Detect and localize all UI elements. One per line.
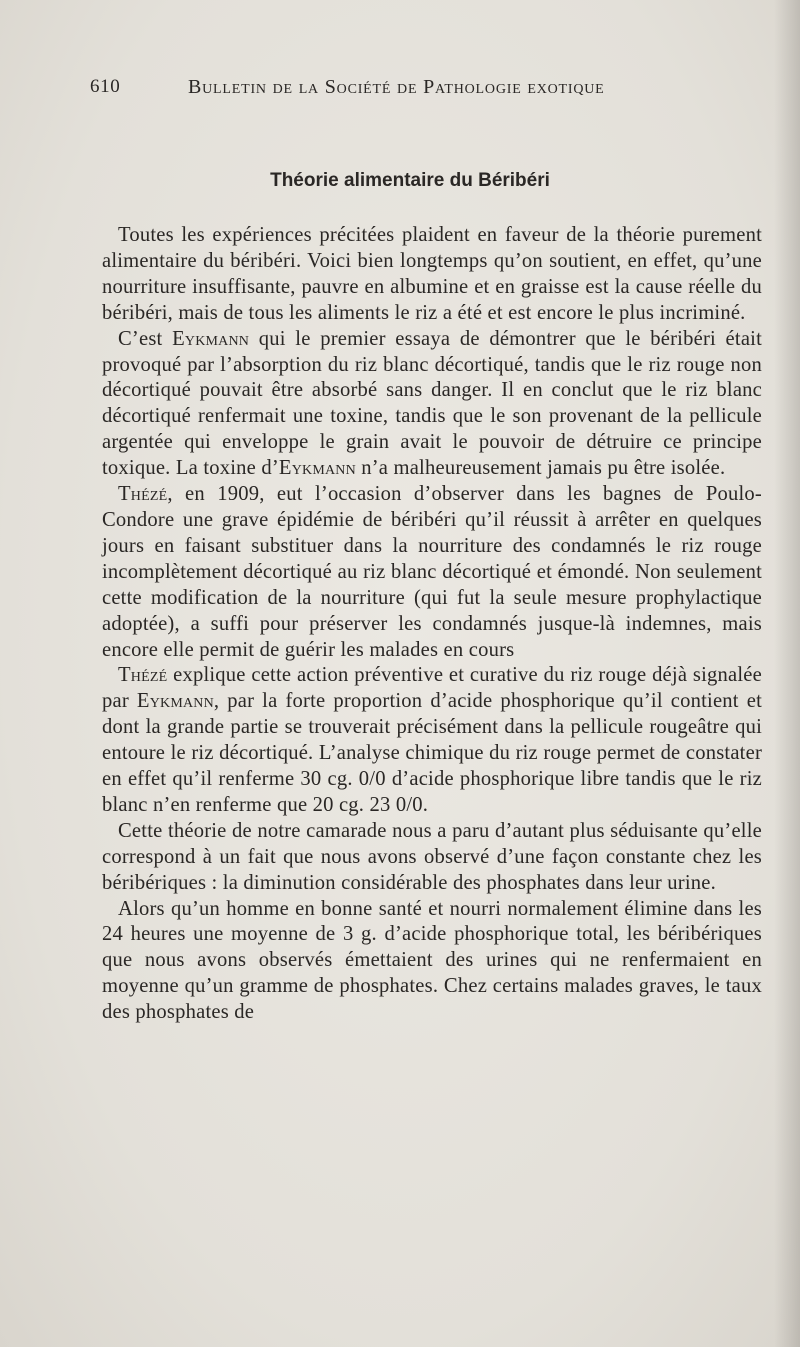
author-name: Eykmann	[172, 327, 250, 350]
page-number: 610	[90, 76, 121, 97]
author-name: Thézé	[118, 483, 168, 506]
running-title: Bulletin de la Société de Pathologie exotique	[188, 76, 605, 98]
paragraph	[102, 819, 762, 897]
author-name: Eykmann	[278, 457, 356, 480]
section-title: Théorie alimentaire du Béribéri	[270, 170, 550, 191]
paragraph-text: qui le premier essaya de démontrer que le béribéri était provoqué par l’absorption du riz blanc décortiqué, tandis que le riz rouge non décortiqué pouvait être absorbé sans danger. Il en conclut que le riz blanc décortiqué renfermait une toxine, tandis que le son provenant de la pellicule argentée qui enveloppe le grain avait le pouvoir de détruire ce principe toxique. La toxine d’	[102, 327, 763, 480]
paragraph-text: , par la forte proportion d’acide phosphorique qu’il contient et dont la grande partie se trouverait précisément dans la pellicule rougeâtre qui entoure le riz décortiqué. L’analyse chimique du riz rouge permet de constater en effet qu’il renferme 30 cg. 0/0 d’acide phosphorique libre tandis que le riz blanc n’en renferme que 20 cg. 23 0/0.	[102, 690, 762, 816]
paragraph-text: Alors qu’un homme en bonne santé et nourri normalement élimine dans les 24 heures une moyenne de 3 g. d’acide phosphorique total, les béribériques que nous avons observés émettaient des urines qui ne renfermaient en moyenne qu’un gramme de phosphates. Chez certains malades graves, le taux des phosphates de	[102, 897, 762, 1024]
author-name: Thézé	[118, 664, 168, 687]
page-edge-shadow	[774, 0, 800, 1347]
paragraph-text: Cette théorie de notre camarade nous a paru d’autant plus séduisante qu’elle correspond à un fait que nous avons observé d’une façon constante chez les béribériques : la diminution considérable des phosphates dans leur urine.	[102, 819, 762, 894]
paragraph-text: explique cette action préventive et curative du riz rouge déjà signalée par	[102, 664, 762, 713]
paragraph-text: n’a malheureusement jamais pu être isolée.	[355, 457, 726, 480]
paragraph	[102, 223, 762, 327]
author-name: Eykmann	[136, 690, 214, 713]
paragraph	[102, 663, 762, 818]
paragraph	[102, 897, 762, 1027]
paragraph-text: , en 1909, eut l’occasion d’observer dans les bagnes de Poulo-Condore une grave épidémie de béribéri qu’il réussit à arrêter en quelques jours en faisant substituer dans la nourriture des condamnés le riz rouge incomplètement décortiqué au riz blanc décortiqué et émondé. Non seulement cette modification de la nourriture (qui fut la seule mesure prophylactique adoptée), a suffi pour préserver les condamnés jusque-là indemnes, mais encore elle permit de guérir les malades en cours	[102, 483, 762, 661]
paragraph-text: Toutes les expériences précitées plaident en faveur de la théorie purement alimentaire du béribéri. Voici bien longtemps qu’on soutient, en effet, qu’une nourriture insuffisante, pauvre en albumine et en graisse est la cause réelle du béribéri, mais de tous les aliments le riz a été et est encore le plus incriminé.	[102, 224, 762, 324]
paragraph-text: C’est	[118, 327, 173, 350]
paragraph	[102, 327, 762, 482]
paragraph	[102, 482, 762, 663]
body-text	[102, 223, 762, 1026]
